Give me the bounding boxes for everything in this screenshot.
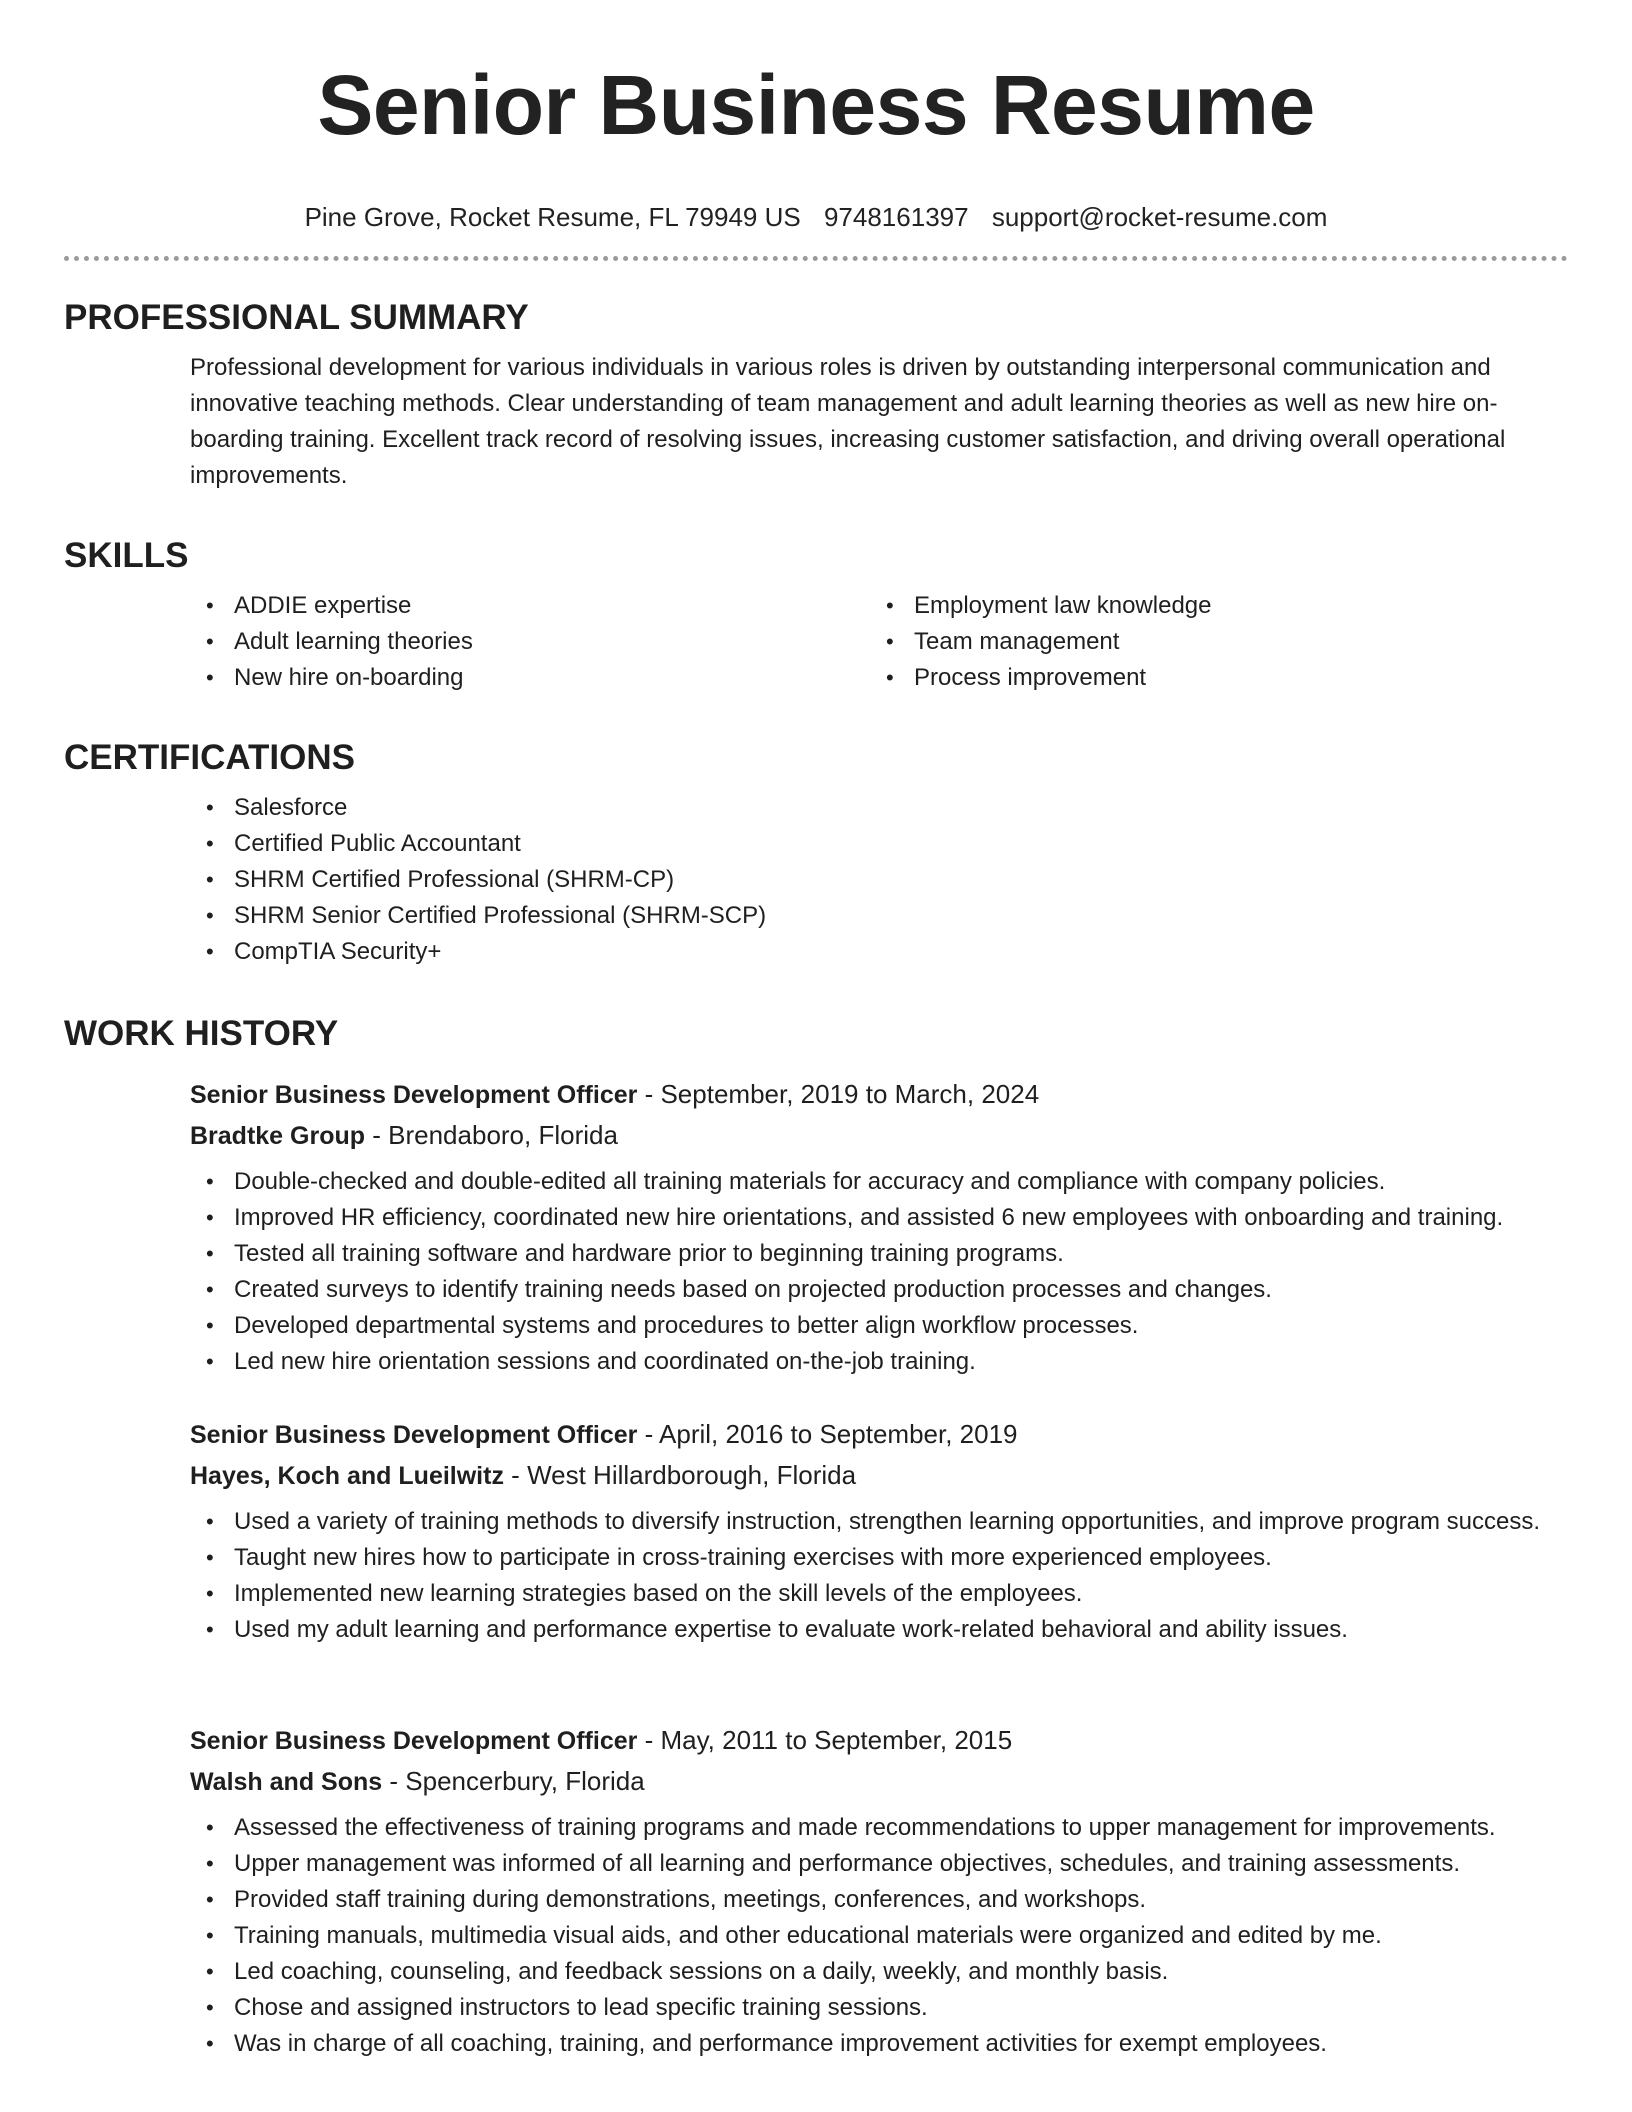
job-title-line: Senior Business Development Officer - May, 2011 to September, 2015 bbox=[190, 1725, 1013, 1755]
job-bullet: • Implemented new learning strategies based on the skill levels of the employees. bbox=[190, 1576, 1568, 1612]
job-bullet: • Taught new hires how to participate in cross-training exercises with more experienced employees. bbox=[190, 1540, 1568, 1576]
job-bullet: • Used a variety of training methods to diversify instruction, strengthen learning opportunities, and improve program success. bbox=[190, 1504, 1568, 1540]
job-dates: April, 2016 to September, 2019 bbox=[659, 1419, 1018, 1449]
job-bullet: • Provided staff training during demonstrations, meetings, conferences, and workshops. bbox=[190, 1882, 1568, 1918]
skills-list-left bbox=[190, 588, 870, 696]
skill-item: • Team management bbox=[870, 624, 1550, 660]
contact-address: Pine Grove, Rocket Resume, FL 79949 US bbox=[304, 202, 801, 232]
skills-heading: SKILLS bbox=[64, 536, 189, 575]
job-title-line: Senior Business Development Officer - September, 2019 to March, 2024 bbox=[190, 1079, 1040, 1109]
job-location: Spencerbury, Florida bbox=[405, 1766, 645, 1796]
summary-section bbox=[64, 296, 1568, 494]
summary-heading: PROFESSIONAL SUMMARY bbox=[64, 298, 529, 337]
job-role: Senior Business Development Officer bbox=[190, 1727, 638, 1755]
job-bullet: • Was in charge of all coaching, training, and performance improvement activities for exempt employees. bbox=[190, 2026, 1568, 2062]
resume-title: Senior Business Resume bbox=[317, 58, 1315, 152]
job-dates: September, 2019 to March, 2024 bbox=[660, 1079, 1040, 1109]
job-role: Senior Business Development Officer bbox=[190, 1421, 638, 1449]
skill-item: • Employment law knowledge bbox=[870, 588, 1550, 624]
job-bullet: • Led new hire orientation sessions and coordinated on-the-job training. bbox=[190, 1344, 1568, 1380]
certification-item: • SHRM Certified Professional (SHRM-CP) bbox=[190, 862, 1568, 898]
job-bullet: • Chose and assigned instructors to lead specific training sessions. bbox=[190, 1990, 1568, 2026]
job-company-line: Hayes, Koch and Lueilwitz - West Hillardborough, Florida bbox=[190, 1460, 857, 1490]
skill-item: • New hire on-boarding bbox=[190, 660, 870, 696]
certification-item: • Certified Public Accountant bbox=[190, 826, 1568, 862]
job-bullets bbox=[190, 1810, 1568, 2062]
job-company: Bradtke Group bbox=[190, 1122, 366, 1150]
job-entry bbox=[64, 1720, 1568, 2062]
certifications-section bbox=[64, 736, 1568, 970]
skills-list-right bbox=[870, 588, 1550, 696]
certifications-heading: CERTIFICATIONS bbox=[64, 738, 356, 777]
work-history-heading: WORK HISTORY bbox=[64, 1014, 339, 1053]
job-bullet: • Assessed the effectiveness of training programs and made recommendations to upper management for improvements. bbox=[190, 1810, 1568, 1846]
work-history-section bbox=[64, 1012, 1568, 1056]
job-bullet: • Upper management was informed of all learning and performance objectives, schedules, and training assessments. bbox=[190, 1846, 1568, 1882]
job-dates: May, 2011 to September, 2015 bbox=[660, 1725, 1013, 1755]
job-location: Brendaboro, Florida bbox=[388, 1120, 618, 1150]
contact-line bbox=[64, 202, 1568, 232]
job-role: Senior Business Development Officer bbox=[190, 1081, 638, 1109]
skill-item: • Adult learning theories bbox=[190, 624, 870, 660]
skills-columns bbox=[190, 588, 1568, 696]
job-location: West Hillardborough, Florida bbox=[527, 1460, 857, 1490]
job-company-line: Bradtke Group - Brendaboro, Florida bbox=[190, 1120, 618, 1150]
certification-item: • Salesforce bbox=[190, 790, 1568, 826]
job-bullet: • Improved HR efficiency, coordinated new hire orientations, and assisted 6 new employees with onboarding and training. bbox=[190, 1200, 1568, 1236]
job-bullet: • Created surveys to identify training needs based on projected production processes and changes. bbox=[190, 1272, 1568, 1308]
job-bullet: • Led coaching, counseling, and feedback sessions on a daily, weekly, and monthly basis. bbox=[190, 1954, 1568, 1990]
job-company-line: Walsh and Sons - Spencerbury, Florida bbox=[190, 1766, 645, 1796]
job-bullet: • Developed departmental systems and procedures to better align workflow processes. bbox=[190, 1308, 1568, 1344]
contact-email: support@rocket-resume.com bbox=[991, 202, 1328, 232]
job-entry bbox=[64, 1074, 1568, 1380]
job-entry bbox=[64, 1414, 1568, 1648]
job-bullets bbox=[190, 1164, 1568, 1380]
header-divider bbox=[64, 256, 1568, 261]
certification-item: • CompTIA Security+ bbox=[190, 934, 1568, 970]
job-title-line: Senior Business Development Officer - April, 2016 to September, 2019 bbox=[190, 1419, 1018, 1449]
skill-item: • ADDIE expertise bbox=[190, 588, 870, 624]
certification-item: • SHRM Senior Certified Professional (SHRM-SCP) bbox=[190, 898, 1568, 934]
job-company: Hayes, Koch and Lueilwitz bbox=[190, 1462, 504, 1490]
job-bullet: • Tested all training software and hardware prior to beginning training programs. bbox=[190, 1236, 1568, 1272]
skill-item: • Process improvement bbox=[870, 660, 1550, 696]
job-bullet: • Training manuals, multimedia visual aids, and other educational materials were organized and edited by me. bbox=[190, 1918, 1568, 1954]
summary-text: Professional development for various individuals in various roles is driven by outstanding interpersonal communication and innovative teaching methods. Clear understanding of team management and adult learning theories as well as new hire on-boarding training. Excellent track record of resolving issues, increasing customer satisfaction, and driving overall operational improvements. bbox=[190, 354, 1506, 489]
contact-phone: 9748161397 bbox=[823, 202, 969, 232]
job-company: Walsh and Sons bbox=[190, 1768, 383, 1796]
skills-section bbox=[64, 534, 1568, 696]
certifications-list bbox=[190, 790, 1568, 970]
job-bullet: • Used my adult learning and performance expertise to evaluate work-related behavioral and ability issues. bbox=[190, 1612, 1568, 1648]
job-bullets bbox=[190, 1504, 1568, 1648]
job-bullet: • Double-checked and double-edited all training materials for accuracy and compliance with company policies. bbox=[190, 1164, 1568, 1200]
